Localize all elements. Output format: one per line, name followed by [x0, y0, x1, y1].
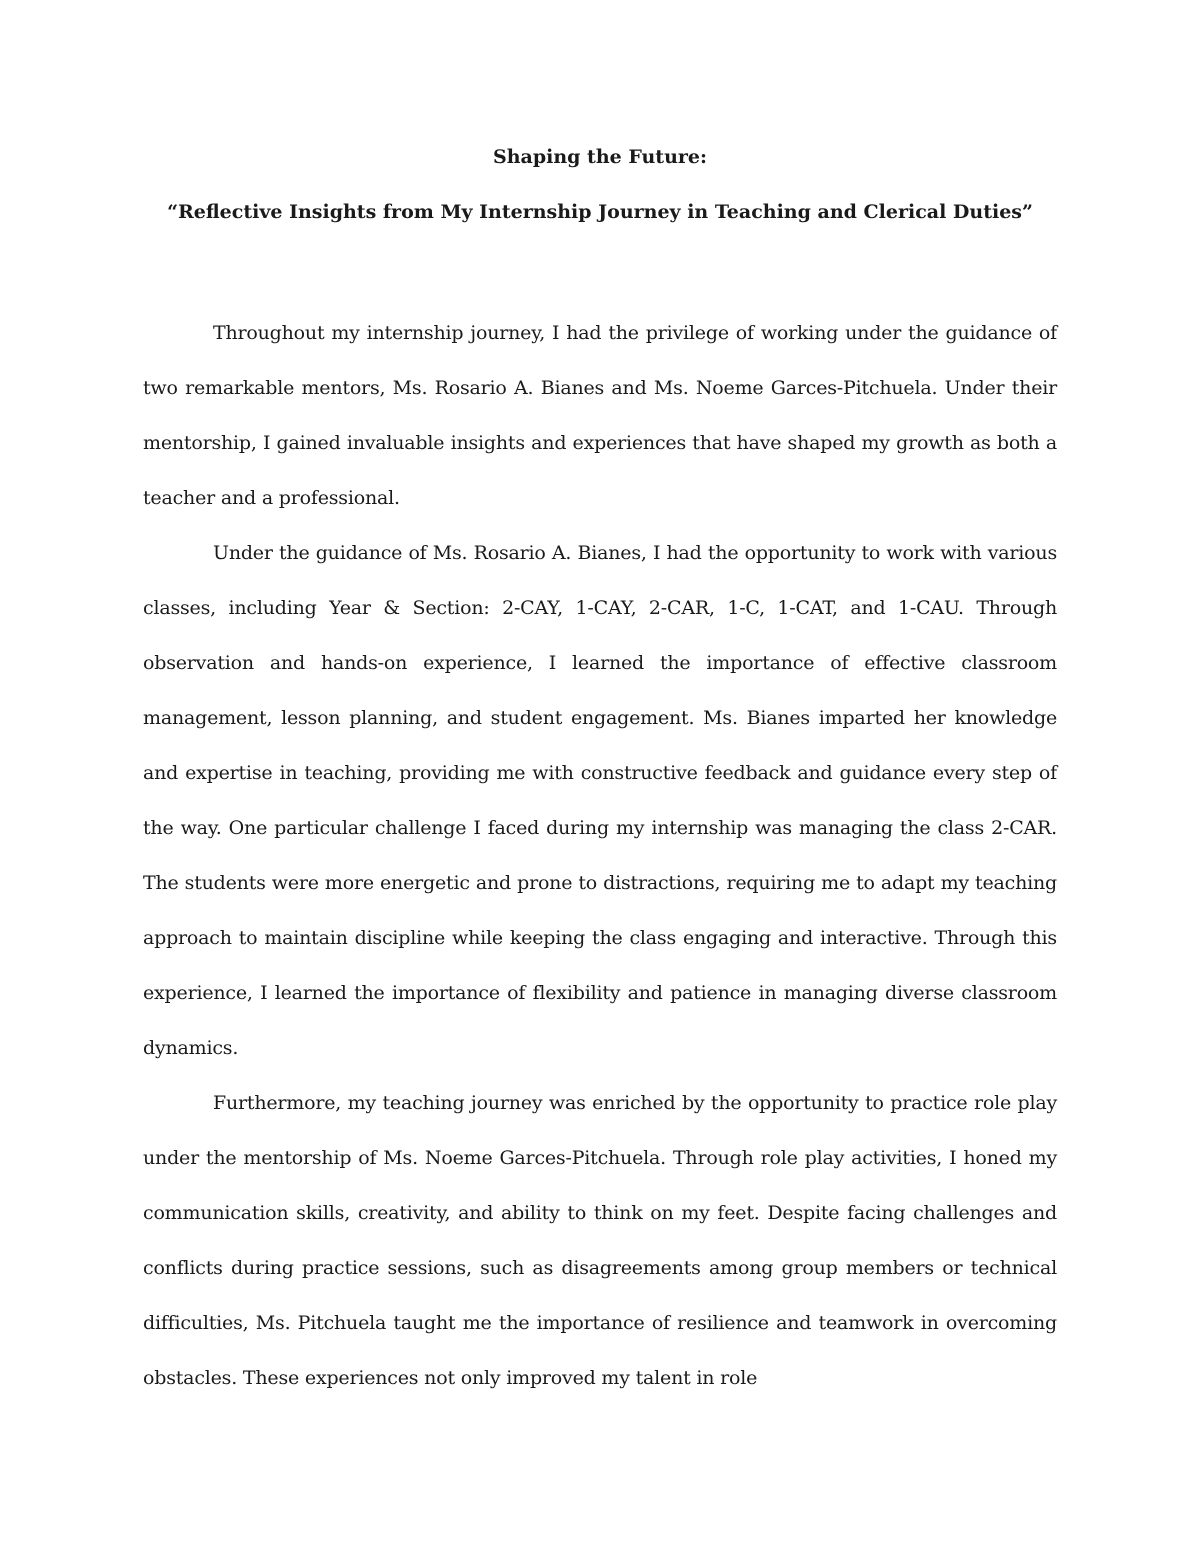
document-title: Shaping the Future:: [492, 146, 708, 168]
document-body: [143, 306, 1057, 1406]
paragraph-teaching-experience: Under the guidance of Ms. Rosario A. Bianes, I had the opportunity to work with various classes, including Year & Section: 2-CAY, 1-CAY, 2-CAR, 1-C, 1-CAT, and 1-CAU. Through observation and hands-on experience, I learned the importance of effective classroom management, lesson planning, and student engagement. Ms. Bianes imparted her knowledge and expertise in teaching, providing me with constructive feedback and guidance every step of the way. One particular challenge I faced during my internship was managing the class 2-CAR. The students were more energetic and prone to distractions, requiring me to adapt my teaching approach to maintain discipline while keeping the class engaging and interactive. Through this experience, I learned the importance of flexibility and patience in managing diverse classroom dynamics.: [143, 542, 1057, 1059]
paragraph-role-play: Furthermore, my teaching journey was enriched by the opportunity to practice role play under the mentorship of Ms. Noeme Garces-Pitchuela. Through role play activities, I honed my communication skills, creativity, and ability to think on my feet. Despite facing challenges and conflicts during practice sessions, such as disagreements among group members or technical difficulties, Ms. Pitchuela taught me the importance of resilience and teamwork in overcoming obstacles. These experiences not only improved my talent in role: [143, 1092, 1057, 1389]
document-subtitle: “Reflective Insights from My Internship Journey in Teaching and Clerical Duties”: [167, 201, 1033, 223]
paragraph-mentors-intro: Throughout my internship journey, I had the privilege of working under the guidance of two remarkable mentors, Ms. Rosario A. Bianes and Ms. Noeme Garces-Pitchuela. Under their mentorship, I gained invaluable insights and experiences that have shaped my growth as both a teacher and a professional.: [143, 322, 1057, 509]
